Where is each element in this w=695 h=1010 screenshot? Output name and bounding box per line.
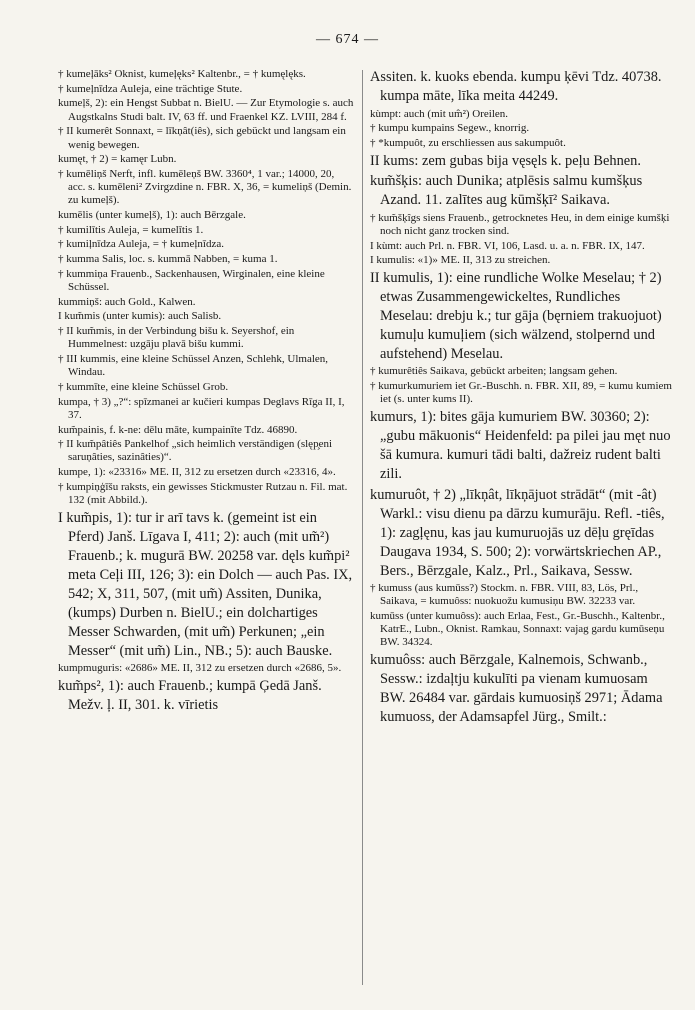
dictionary-entry: † *kumpuôt, zu erschliessen aus sakumpuôt. [370,136,566,149]
dictionary-entry: † kummīte, eine kleine Schüssel Grob. [58,380,229,393]
dictionary-entry: † kumurêtiês Saikava, gebückt arbeiten; langsam gehen. [370,365,618,378]
dictionary-entry: kummiņš: auch Gold., Kalwen. [58,295,196,308]
dictionary-entry: II kums: zem gubas bija vęsęls k. peļu Behnen. [370,152,641,169]
column-divider [362,70,363,985]
dictionary-entry: † kumiļnīdza Auleja, = † kumeļnīdza. [58,238,224,251]
dictionary-entry: kumurs, 1): bites gāja kumuriem BW. 30360; 2): „gubu mākuonis“ Heidenfeld: pa pilei jau męt nuo šā kumura. kumuri tādi balti, dažreiz rudent balti zili. [370,409,671,483]
dictionary-entry: kumuruôt, † 2) „līkņât, līkņājuot strādāt“ (mit -ât) Warkl.: visu dienu pa dārzu kumurāju. Refl. -tiês, 1): zagļęnu, kas jau kumuruojās uz dēļu gręīdas Daugava 1934, S. 500; 2): vorwärtskriechen AP., Bers., Bērzgale, Kalz., Prl., Saikava, Sessw. [370,486,665,579]
dictionary-entry: I kùmt: auch Prl. n. FBR. VI, 106, Lasd. u. a. n. FBR. IX, 147. [370,239,645,252]
dictionary-entry: kum̃ps², 1): auch Frauenb.; kumpā Ģedā Janš. Mežv. ļ. II, 301. k. vīrietis [58,678,322,713]
dictionary-entry: Assiten. k. kuoks ebenda. kumpu ķēvi Tdz. 40738. kumpa māte, līka meita 44249. [370,69,662,104]
page-number: — 674 — [316,32,379,47]
dictionary-entry: kumeļš, 2): ein Hengst Subbat n. BielU. — Zur Etymologie s. auch Augstkalns Studi balt. IV, 63 ff. und Fraenkel KZ. LVIII, 284 f. [58,97,354,123]
dictionary-entry: † kummiņa Frauenb., Sackenhausen, Wirginalen, eine kleine Schüssel. [58,267,325,294]
dictionary-entry: kumpe, 1): «23316» ME. II, 312 zu ersetzen durch «23316, 4». [58,466,336,479]
dictionary-entry: † kumurkumuriem iet Gr.-Buschh. n. FBR. XII, 89, = kumu kumiem iet (s. unter kums II). [370,380,672,406]
dictionary-entry: † III kummis, eine kleine Schüssel Anzen, Schlehk, Ulmalen, Windau. [58,353,329,379]
dictionary-entry: kumpmuguris: «2686» ME. II, 312 zu ersetzen durch «2686, 5». [58,662,342,675]
dictionary-entry: I kum̃mis (unter kumis): auch Salisb. [58,310,222,323]
dictionary-entry: kum̃šķis: auch Dunika; atplēsis salmu kumšķus Azand. 11. zalītes aug kūmšķī² Saikava. [370,173,643,209]
dictionary-entry: † kumpiņģīšu raksts, ein gewisses Stickmuster Rutzau n. Fil. mat. 132 (mit Abbild.). [58,480,348,507]
dictionary-entry: II kumulis, 1): eine rundliche Wolke Meselau; † 2) etwas Zusammengewickeltes, Rundliches Meselau: drebju k.; tur gāja (bęrniem trakuojuot) kumuļu kumuļiem (sich wälzend, stolpernd und aufstehend) Meselau. [370,269,662,362]
dictionary-entry: kùmpt: auch (mit um̂²) Oreilen. [370,107,509,120]
dictionary-entry: I kumulis: «1)» ME. II, 313 zu streichen. [370,254,551,267]
dictionary-entry: kumūss (unter kumuôss): auch Erlaa, Fest., Gr.-Buschh., Kaltenbr., KatrE., Lubn., Oknist. Ramkau, Sonnaxt: vajag gardu kumūseņu BW. 34324. [370,609,665,649]
dictionary-entry: † II kum̃pâtiês Pankelhof „sich heimlich verständigen (slęp̧eni saruņâties, sazinâties)“. [58,438,333,464]
left-column [58,68,354,998]
dictionary-entry: † kumuss (aus kumūss?) Stockm. n. FBR. VIII, 83, Lös, Prl., Saikava, = kumuôss: nuokuožu kumusiņu BW. 32233 var. [370,582,639,608]
dictionary-entry: † II kumerêt Sonnaxt, = līkņât(iês), sich gebückt und langsam ein wenig bewegen. [58,125,346,151]
dictionary-entry: † kumilītis Auleja, = kumelītis 1. [58,223,204,236]
dictionary-entry: † II kum̃mis, in der Verbindung bišu k. Seyershof, ein Hummelnest: uzgāju plavā bišu kummi. [58,325,295,351]
dictionary-entry: kumuôss: auch Bērzgale, Kalnemois, Schwanb., Sessw.: izdaļtju kukulīti pa vienam kumuosam BW. 26484 var. gārdais kumuosiņš 2971; Ādama kumuoss, der Adamsapfel Jürg., Smilt.: [370,652,663,726]
dictionary-entry: † kumeļnīdza Auleja, eine trächtige Stute. [58,82,243,95]
dictionary-entry: kumęt, † 2) = kamęr Lubn. [58,153,177,166]
dictionary-entry: † kumpu kumpains Segew., knorrig. [370,122,530,135]
dictionary-entry: † kumeļāks² Oknist, kumeļęks² Kaltenbr., = † kumęlęks. [58,68,306,80]
dictionary-entry: † kumma Salis, loc. s. kummā Nabben, = kuma 1. [58,253,278,266]
dictionary-entry: † kumēliņš Nerft, infl. kumēleņš BW. 3360⁴, 1 var.; 14000, 20, acc. s. kumēleni² Zvirgzdine n. FBR. X, 36, = kumeliņš (Demin. zu kumeļš). [58,167,352,207]
dictionary-entry: I kum̃pis, 1): tur ir arī tavs k. (gemeint ist ein Pferd) Janš. Līgava I, 411; 2): auch (mit um̃²) Frauenb.; k. mugurā BW. 20258 var. dęls kum̃pi² meta Ceļi III, 126; 3): ein Dolch — auch Pas. IX, 542; X, 311, 507, (mit um̃) Assiten, Dunika, (kumps) Durben n. BielU.; ein dolchartiges Messer Schwarden, (mit um̃) Perkunen; „ein Messer“ (mit um̃) Lin., NB.; 5): auch Bauske. [58,509,353,659]
dictionary-entry: † kum̃šķîgs siens Frauenb., getrocknetes Heu, in dem einige kumšķi noch nicht ganz trocken sind. [370,211,670,237]
dictionary-entry: kumpa, † 3) „?“: spīzmanei ar kučieri kumpas Deglavs Rīga II, I, 37. [58,395,345,421]
dictionary-entry: kum̃painis, f. k-ne: dēlu māte, kumpainīte Tdz. 46890. [58,423,298,436]
right-column [370,68,672,998]
dictionary-entry: kumēlis (unter kumeļš), 1): auch Bērzgale. [58,209,246,222]
